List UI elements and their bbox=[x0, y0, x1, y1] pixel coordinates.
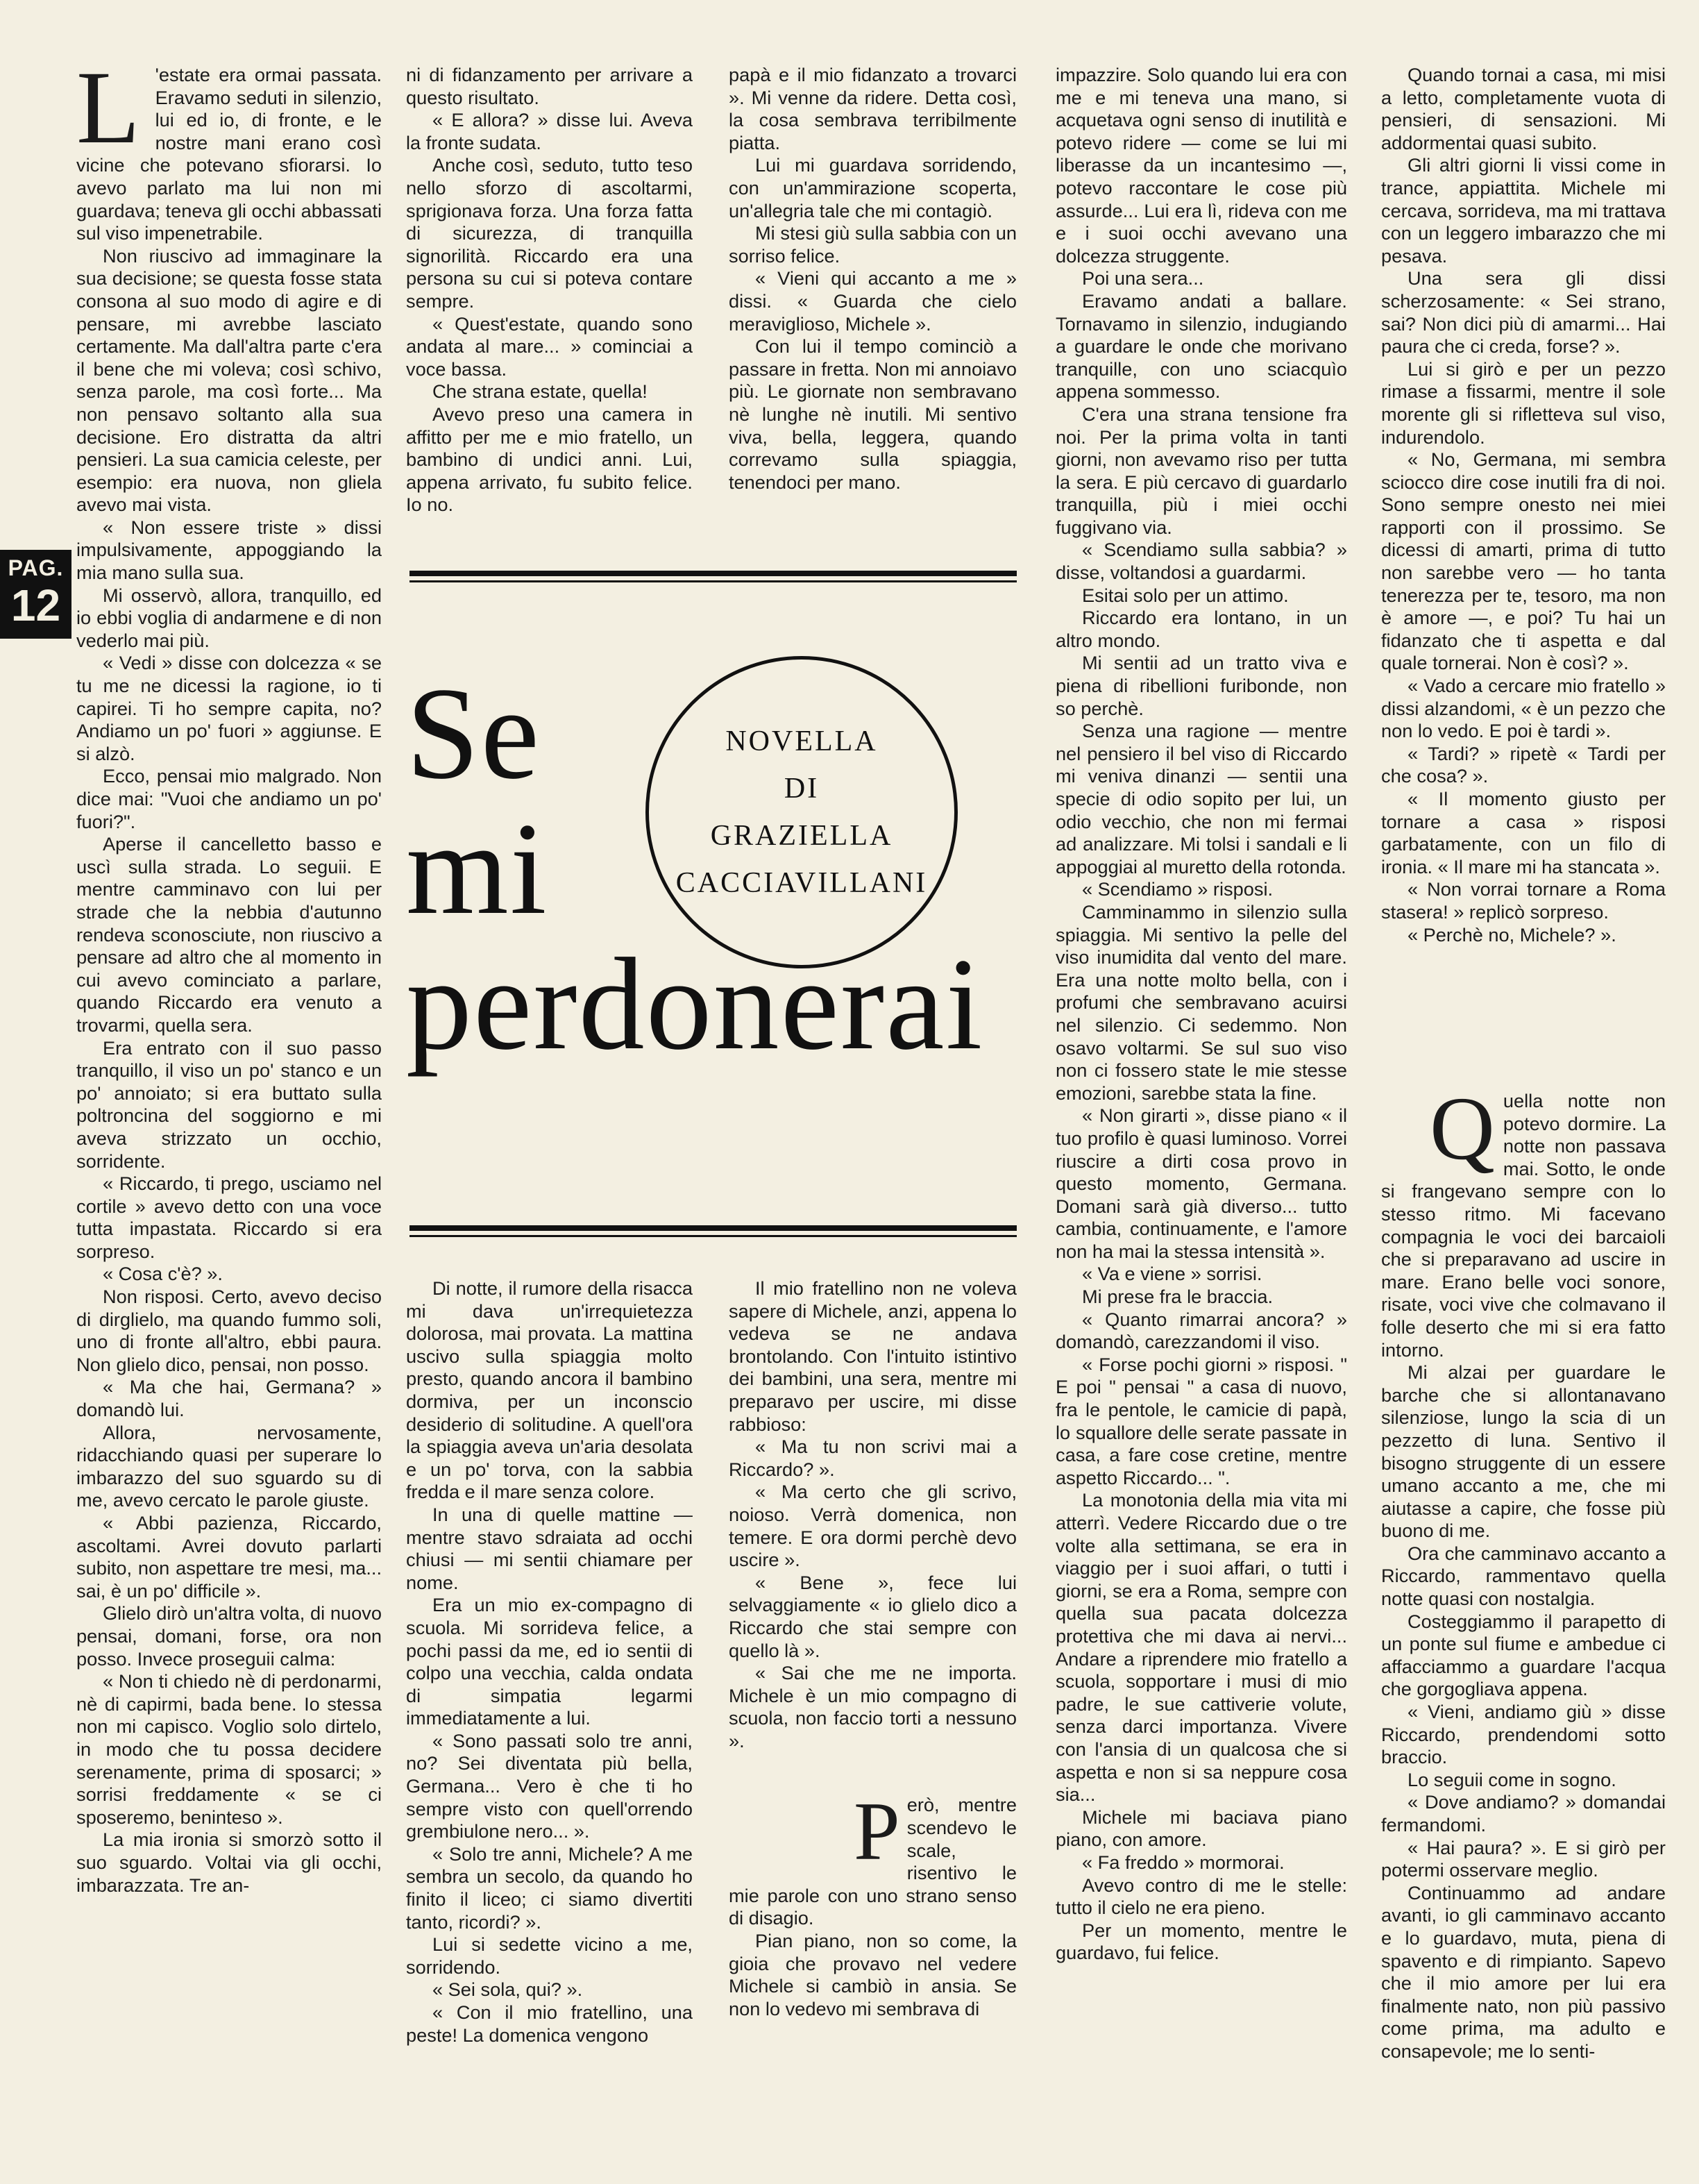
text-column-2-top bbox=[406, 64, 693, 516]
byline-circle bbox=[645, 656, 958, 968]
title-line-2: mi bbox=[406, 796, 548, 942]
paragraph: « Non girarti », disse piano « il tuo profilo è quasi luminoso. Vorrei riuscire a dirti cosa provo in questo momento, Germana. Domani sarà già diverso... tutto cambia, continuamente, e l'amore non ha mai la stessa intensità ». bbox=[1056, 1104, 1347, 1262]
paragraph: Era entrato con il suo passo tranquillo, il viso un po' stanco e un po' annoiato; si era buttato sulla poltroncina del soggiorno e mi aveva strizzato un occhio, sorridente. bbox=[76, 1036, 382, 1172]
column-4-body bbox=[1056, 64, 1347, 1965]
paragraph: La mia ironia si smorzò sotto il suo sguardo. Voltai via gli occhi, imbarazzata. Tre an- bbox=[76, 1829, 382, 1896]
paragraph: « Quest'estate, quando sono andata al mare... » cominciai a voce bassa. bbox=[406, 312, 693, 380]
paragraph: Senza una ragione — mentre nel pensiero il bel viso di Riccardo mi veniva dinanzi — sentii una specie di odio sopito per lui, un odio vecchio, che non mi fermai ad analizzare. Mi tolsi i sandali e li appoggiai al muretto della rotonda. bbox=[1056, 720, 1347, 877]
paragraph: « Perchè no, Michele? ». bbox=[1408, 923, 1616, 946]
text-column-1 bbox=[76, 50, 382, 1897]
column-3-bottom-body bbox=[729, 1277, 1017, 1752]
drop-cap-p: P bbox=[854, 1785, 900, 1878]
paragraph: Lui si girò e per un pezzo rimase a fissarmi, mentre il sole morente gli si rifletteva sul viso, indurendolo. bbox=[1381, 358, 1666, 448]
paragraph: Gli altri giorni li vissi come in trance, appiattita. Michele mi cercava, sorrideva, ma mi trattava con un leggero imbarazzo che mi pesava. bbox=[1381, 154, 1666, 267]
paragraph: Per un momento, mentre le guardavo, fui felice. bbox=[1056, 1919, 1347, 1964]
paragraph: « Il momento giusto per tornare a casa » risposi garbatamente, con un filo di ironia. « Il mare mi ha stancata ». bbox=[1381, 788, 1666, 877]
paragraph: Quando tornai a casa, mi misi a letto, completamente vuota di pensieri, di sensazioni. Mi addormentai quasi subito. bbox=[1381, 64, 1666, 153]
paragraph: Michele mi baciava piano piano, con amore. bbox=[1056, 1806, 1347, 1851]
paragraph: Lo seguii come in sogno. bbox=[1408, 1768, 1616, 1790]
paragraph: Mi alzai per guardare le barche che si allontanavano silenziose, lungo la scia di un pezzetto di luna. Sentivo il bisogno struggente di un essere umano accanto a me, che mi aiutasse a capire, che fosse più buono di me. bbox=[1381, 1361, 1666, 1542]
column-5-bottom-body bbox=[1381, 1079, 1666, 2063]
paragraph: Aperse il cancelletto basso e uscì sulla strada. Lo seguii. E mentre camminavo con lui per strade che la nebbia d'autunno rendeva sconosciute, non riuscivo a pensare ad altro che al momento in cui avevo cominciato a parlare, quando Riccardo era venuto a trovarmi, quella sera. bbox=[76, 833, 382, 1036]
byline-line-2: DI bbox=[784, 773, 820, 805]
column-2-top-body bbox=[406, 64, 693, 516]
paragraph: Non riuscivo ad immaginare la sua decisione; se questa fosse stata consona al suo modo di agire e di pensare, mi avrebbe lasciato certamente. Ma dall'altra parte c'era il bene che mi voleva; così schivo, senza parole, ma così forte... Ma non pensavo soltanto alla sua decisione. Ero distratta da altri pensieri. La sua camicia celeste, per esempio: era nuova, non gliela avevo mai vista. bbox=[76, 244, 382, 516]
paragraph: Esitai solo per un attimo. bbox=[1082, 584, 1289, 606]
byline-line-4: CACCIAVILLANI bbox=[675, 867, 928, 899]
title-rule-top-thick bbox=[409, 571, 1017, 576]
title-line-1: Se bbox=[406, 661, 541, 807]
column-2-bottom-body bbox=[406, 1277, 693, 2047]
paragraph: « Sai che me ne importa. Michele è un mio compagno di scuola, non faccio torti a nessuno ». bbox=[729, 1662, 1017, 1752]
paragraph: « Abbi pazienza, Riccardo, ascoltami. Avrei dovuto parlarti subito, non aspettare tre mesi, ma... sai, è un po' difficile ». bbox=[76, 1512, 382, 1602]
paragraph: ni di fidanzamento per arrivare a questo risultato. bbox=[406, 64, 693, 108]
paragraph: « Tardi? » ripetè « Tardi per che cosa? ». bbox=[1381, 742, 1666, 787]
page-number-tab bbox=[0, 550, 71, 639]
paragraph: Costeggiammo il parapetto di un ponte sul fiume e ambedue ci affacciammo a guardare l'acqua che gorgogliava appena. bbox=[1381, 1610, 1666, 1700]
paragraph: « Sono passati solo tre anni, no? Sei diventata più bella, Germana... Vero è che ti ho sempre visto con quell'orrendo grembiulone nero... ». bbox=[406, 1729, 693, 1842]
paragraph: « Scendiamo sulla sabbia? » disse, voltandosi a guardarmi. bbox=[1056, 539, 1347, 584]
paragraph: « Sei sola, qui? ». bbox=[432, 1979, 583, 2001]
title-line-3: perdonerai bbox=[406, 932, 984, 1077]
text-column-4 bbox=[1056, 64, 1347, 1965]
paragraph: « Cosa c'è? ». bbox=[103, 1263, 223, 1285]
paragraph: « Quanto rimarrai ancora? » domandò, carezzandomi il viso. bbox=[1056, 1308, 1347, 1353]
paragraph: « Solo tre anni, Michele? A me sembra un secolo, da quando ho finito il liceo; ci siamo divertiti tanto, ricordi? ». bbox=[406, 1842, 693, 1933]
paragraph: « Ma che hai, Germana? » domandò lui. bbox=[76, 1376, 382, 1421]
paragraph: Eravamo andati a ballare. Tornavamo in silenzio, indugiando a guardare le onde che morivano tranquille, con uno sciacquìo appena sommesso. bbox=[1056, 289, 1347, 403]
paragraph: Di notte, il rumore della risacca mi dava un'irrequietezza dolorosa, mai provata. La mattina uscivo sulla spiaggia molto presto, quando ancora il bambino dormiva, per un inconscio desiderio di solitudine. A quell'ora la spiaggia aveva un'aria desolata e un po' torva, con la sabbia fredda e il mare senza colore. bbox=[406, 1277, 693, 1503]
drop-cap-l: L bbox=[76, 50, 140, 165]
paragraph: Glielo dirò un'altra volta, di nuovo pensai, domani, forse, ora non posso. Invece proseguii calma: bbox=[76, 1602, 382, 1670]
paragraph: Mi osservò, allora, tranquillo, ed io ebbi voglia di andarmene e di non vederlo mai più. bbox=[76, 584, 382, 651]
paragraph: « Vieni qui accanto a me » dissi. « Guarda che cielo meraviglioso, Michele ». bbox=[729, 267, 1017, 335]
page-number: 12 bbox=[10, 580, 61, 630]
paragraph: uella notte non potevo dormire. La notte non passava mai. Sotto, le onde si frangevano sempre con lo stesso ritmo. Mi facevano compagnia le voci dei barcaioli che si preparavano ad uscire in mare. Erano belle voci sonore, risate, voci vive che colmavano il folle deserto che mi si era fatto intorno. bbox=[1381, 1090, 1666, 1361]
paragraph: « Dove andiamo? » domandai fermandomi. bbox=[1381, 1791, 1666, 1836]
paragraph: C'era una strana tensione fra noi. Per la prima volta in tanti giorni, non avevamo riso per tutta la sera. E più cercavo di guardarlo tranquilla, più i miei occhi fuggivano via. bbox=[1056, 403, 1347, 538]
paragraph: « E allora? » disse lui. Aveva la fronte sudata. bbox=[406, 109, 693, 153]
paragraph: impazzire. Solo quando lui era con me e mi teneva una mano, si acquetava ogni senso di inutilità e potevo ridere — come se lui mi liberasse da un incantesimo —, potevo raccontare le cose più assurde... Lui era lì, rideva con me e i suoi occhi avevano una dolcezza struggente. bbox=[1056, 64, 1347, 267]
text-column-2-bottom bbox=[406, 1277, 693, 2047]
paragraph: Che strana estate, quella! bbox=[432, 380, 648, 403]
page-label: PAG. bbox=[8, 555, 64, 580]
paragraph: « Scendiamo » risposi. bbox=[1082, 878, 1274, 900]
paragraph: Mi sentii ad un tratto viva e piena di ribellioni furibonde, non so perchè. bbox=[1056, 652, 1347, 719]
paragraph: « Non essere triste » dissi impulsivamente, appoggiando la mia mano sulla sua. bbox=[76, 516, 382, 584]
paragraph: « Hai paura? ». E si girò per potermi osservare meglio. bbox=[1381, 1836, 1666, 1881]
paragraph: erò, mentre scendevo le scale, risentivo le mie parole con uno strano senso di disagio. bbox=[729, 1794, 1017, 1929]
paragraph: Il mio fratellino non ne voleva sapere di Michele, anzi, appena lo vedeva se ne andava brontolando. Con l'intuito istintivo dei bambini, una sera, mentre mi preparavo per uscire, mi disse rabbioso: bbox=[729, 1277, 1017, 1435]
paragraph: « No, Germana, mi sembra sciocco dire cose inutili fra di noi. Sono sempre onesto nei miei rapporti con il prossimo. Se dicessi di amarti, prima di tutto non sarebbe vero — ho tanta tenerezza per te, tesoro, ma non è amore —, e poi? Tu hai un fidanzato che ti aspetta e dal quale tornerai. Non è così? ». bbox=[1381, 448, 1666, 674]
title-rule-top-thin bbox=[409, 580, 1017, 582]
drop-cap-q: Q bbox=[1430, 1079, 1495, 1179]
text-column-3-bottom bbox=[729, 1277, 1017, 2020]
paragraph: Poi una sera... bbox=[1082, 267, 1204, 289]
paragraph: « Non ti chiedo nè di perdonarmi, nè di capirmi, bada bene. Io stessa non mi capisco. Voglio solo dirtelo, in modo che tu possa decidere serenamente, prima di sposarci; » sorrisi freddamente « se ci sposeremo, beninteso ». bbox=[76, 1670, 382, 1828]
paragraph: « Fa freddo » mormorai. bbox=[1082, 1851, 1285, 1873]
paragraph: Mi stesi giù sulla sabbia con un sorriso felice. bbox=[729, 222, 1017, 267]
paragraph: Avevo preso una camera in affitto per me e mio fratello, un bambino di undici anni. Lui, appena arrivato, fu subito felice. Io no. bbox=[406, 403, 693, 516]
paragraph: « Vieni, andiamo giù » disse Riccardo, prendendomi sotto braccio. bbox=[1381, 1701, 1666, 1768]
paragraph: « Vedi » disse con dolcezza « se tu me ne dicessi la ragione, io ti capirei. Ti ho sempre capita, no? Andiamo un po' fuori » aggiunse. E si alzò. bbox=[76, 652, 382, 764]
paragraph: « Riccardo, ti prego, usciamo nel cortile » avevo detto con una voce tutta impastata. Riccardo si era sorpreso. bbox=[76, 1173, 382, 1262]
paragraph: Con lui il tempo cominciò a passare in fretta. Non mi annoiavo più. Le giornate non sembravano nè lunghe nè inutili. Mi sentivo viva, bella, leggera, quando correvamo sulla spiaggia, tenendoci per mano. bbox=[729, 335, 1017, 493]
paragraph: « Forse pochi giorni » risposi. " E poi " pensai " a casa di nuovo, fra le pentole, le camicie di papà, lo squallore delle serate passate in casa, a fare cose cretine, mentre aspetto Riccardo... ". bbox=[1056, 1353, 1347, 1488]
paragraph: In una di quelle mattine — mentre stavo sdraiata ad occhi chiusi — mi sentii chiamare per nome. bbox=[406, 1503, 693, 1593]
title-rule-bottom-thin bbox=[409, 1235, 1017, 1237]
paragraph: Una sera gli dissi scherzosamente: « Sei strano, sai? Non dici più di amarmi... Hai paura che ci creda, forse? ». bbox=[1381, 267, 1666, 358]
paragraph: Ora che camminavo accanto a Riccardo, rammentavo quella notte quasi con nostalgia. bbox=[1381, 1542, 1666, 1610]
paragraph: « Non vorrai tornare a Roma stasera! » replicò sorpreso. bbox=[1381, 878, 1666, 923]
paragraph: La monotonia della mia vita mi atterrì. Vedere Riccardo due o tre volte alla settimana, se era in viaggio per i suoi affari, o tutti i giorni, se era a Roma, sempre con quella sua pacata dolcezza protettiva che mi dava ai nervi... Andare a riprendere mio fratello a scuola, sopportare i musi di mio padre, le sue cattiverie volute, senza darci importanza. Vivere con l'ansia di un qualcosa che si aspetta e non si sa neppure cosa sia... bbox=[1056, 1489, 1347, 1806]
paragraph: Non risposi. Certo, avevo deciso di dirglielo, ma quando fummo soli, uno di fronte all'altro, ebbi paura. Non glielo dico, pensai, non posso. bbox=[76, 1286, 382, 1375]
paragraph: « Ma tu non scrivi mai a Riccardo? ». bbox=[729, 1436, 1017, 1480]
paragraph: 'estate era ormai passata. Eravamo seduti in silenzio, lui ed io, di fronte, e le nostre mani erano così vicine che potevano sfiorarsi. Io avevo parlato ma lui non mi guardava; teneva gli occhi abbassati sul viso impenetrabile. bbox=[76, 64, 382, 244]
text-column-3-top bbox=[729, 64, 1017, 494]
title-rule-bottom-thick bbox=[409, 1225, 1017, 1231]
paragraph: « Va e viene » sorrisi. bbox=[1082, 1263, 1262, 1285]
paragraph: « Con il mio fratellino, una peste! La domenica vengono bbox=[406, 2001, 693, 2046]
byline-line-1: NOVELLA bbox=[725, 725, 878, 757]
column-3-top-body bbox=[729, 64, 1017, 494]
paragraph: Ecco, pensai mio malgrado. Non dice mai: "Vuoi che andiamo un po' fuori?". bbox=[76, 765, 382, 832]
byline-line-3: GRAZIELLA bbox=[710, 820, 893, 852]
paragraph: « Bene », fece lui selvaggiamente « io glielo dico a Riccardo che stai sempre con quello là ». bbox=[729, 1571, 1017, 1661]
paragraph: Avevo contro di me le stelle: tutto il cielo ne era pieno. bbox=[1056, 1874, 1347, 1919]
paragraph: Camminammo in silenzio sulla spiaggia. Mi sentivo la pelle del viso inumidita dal vento del mare. Era una notte molto bella, con i profumi che sembravano acuirsi nel silenzio. Ci sedemmo. Non osavo voltarmi. Se sul suo viso non ci fossero state le mie stesse emozioni, sarebbe stata la fine. bbox=[1056, 900, 1347, 1104]
column-1-body bbox=[76, 50, 382, 1897]
paragraph: Continuammo ad andare avanti, io gli camminavo accanto e lo guardavo, muta, piena di spavento e di rimpianto. Sapevo che il mio amore per lui era finalmente nato, non più passivo come prima, ma adulto e consapevole; me lo senti- bbox=[1381, 1881, 1666, 2062]
paragraph: Mi prese fra le braccia. bbox=[1082, 1286, 1273, 1308]
paragraph: Lui mi guardava sorridendo, con un'ammirazione scoperta, un'allegria tale che mi contagiò. bbox=[729, 154, 1017, 221]
paragraph: Lui si sedette vicino a me, sorridendo. bbox=[406, 1933, 693, 1978]
paragraph: « Vado a cercare mio fratello » dissi alzandomi, « è un pezzo che non lo vedo. E poi è tardi ». bbox=[1381, 675, 1666, 742]
column-5-top-body bbox=[1381, 64, 1666, 946]
paragraph: « Ma certo che gli scrivo, noioso. Verrà domenica, non temere. E ora dormi perchè devo uscire ». bbox=[729, 1481, 1017, 1571]
paragraph: papà e il mio fidanzato a trovarci ». Mi venne da ridere. Detta così, la cosa sembrava terribilmente piatta. bbox=[729, 64, 1017, 153]
paragraph: Allora, nervosamente, ridacchiando quasi per superare lo imbarazzo del suo sguardo su di me, avevo cercato le parole giuste. bbox=[76, 1421, 382, 1511]
paragraph: Era un mio ex-compagno di scuola. Mi sorrideva felice, a pochi passi da me, ed io sentii di colpo una vecchia, calda ondata di simpatia legarmi immediatamente a lui. bbox=[406, 1594, 693, 1729]
paragraph: Pian piano, non so come, la gioia che provavo nel vedere Michele si cambiò in ansia. Se non lo vedevo mi sembrava di bbox=[729, 1930, 1017, 2019]
paragraph: Anche così, seduto, tutto teso nello sforzo di ascoltarmi, sprigionava forza. Una forza fatta di sicurezza, di tranquilla signorilità. Riccardo era una persona su cui si poteva contare sempre. bbox=[406, 154, 693, 312]
text-column-5-bottom bbox=[1381, 1079, 1666, 2063]
paragraph: Riccardo era lontano, in un altro mondo. bbox=[1056, 607, 1347, 651]
text-column-5-top bbox=[1381, 64, 1666, 946]
